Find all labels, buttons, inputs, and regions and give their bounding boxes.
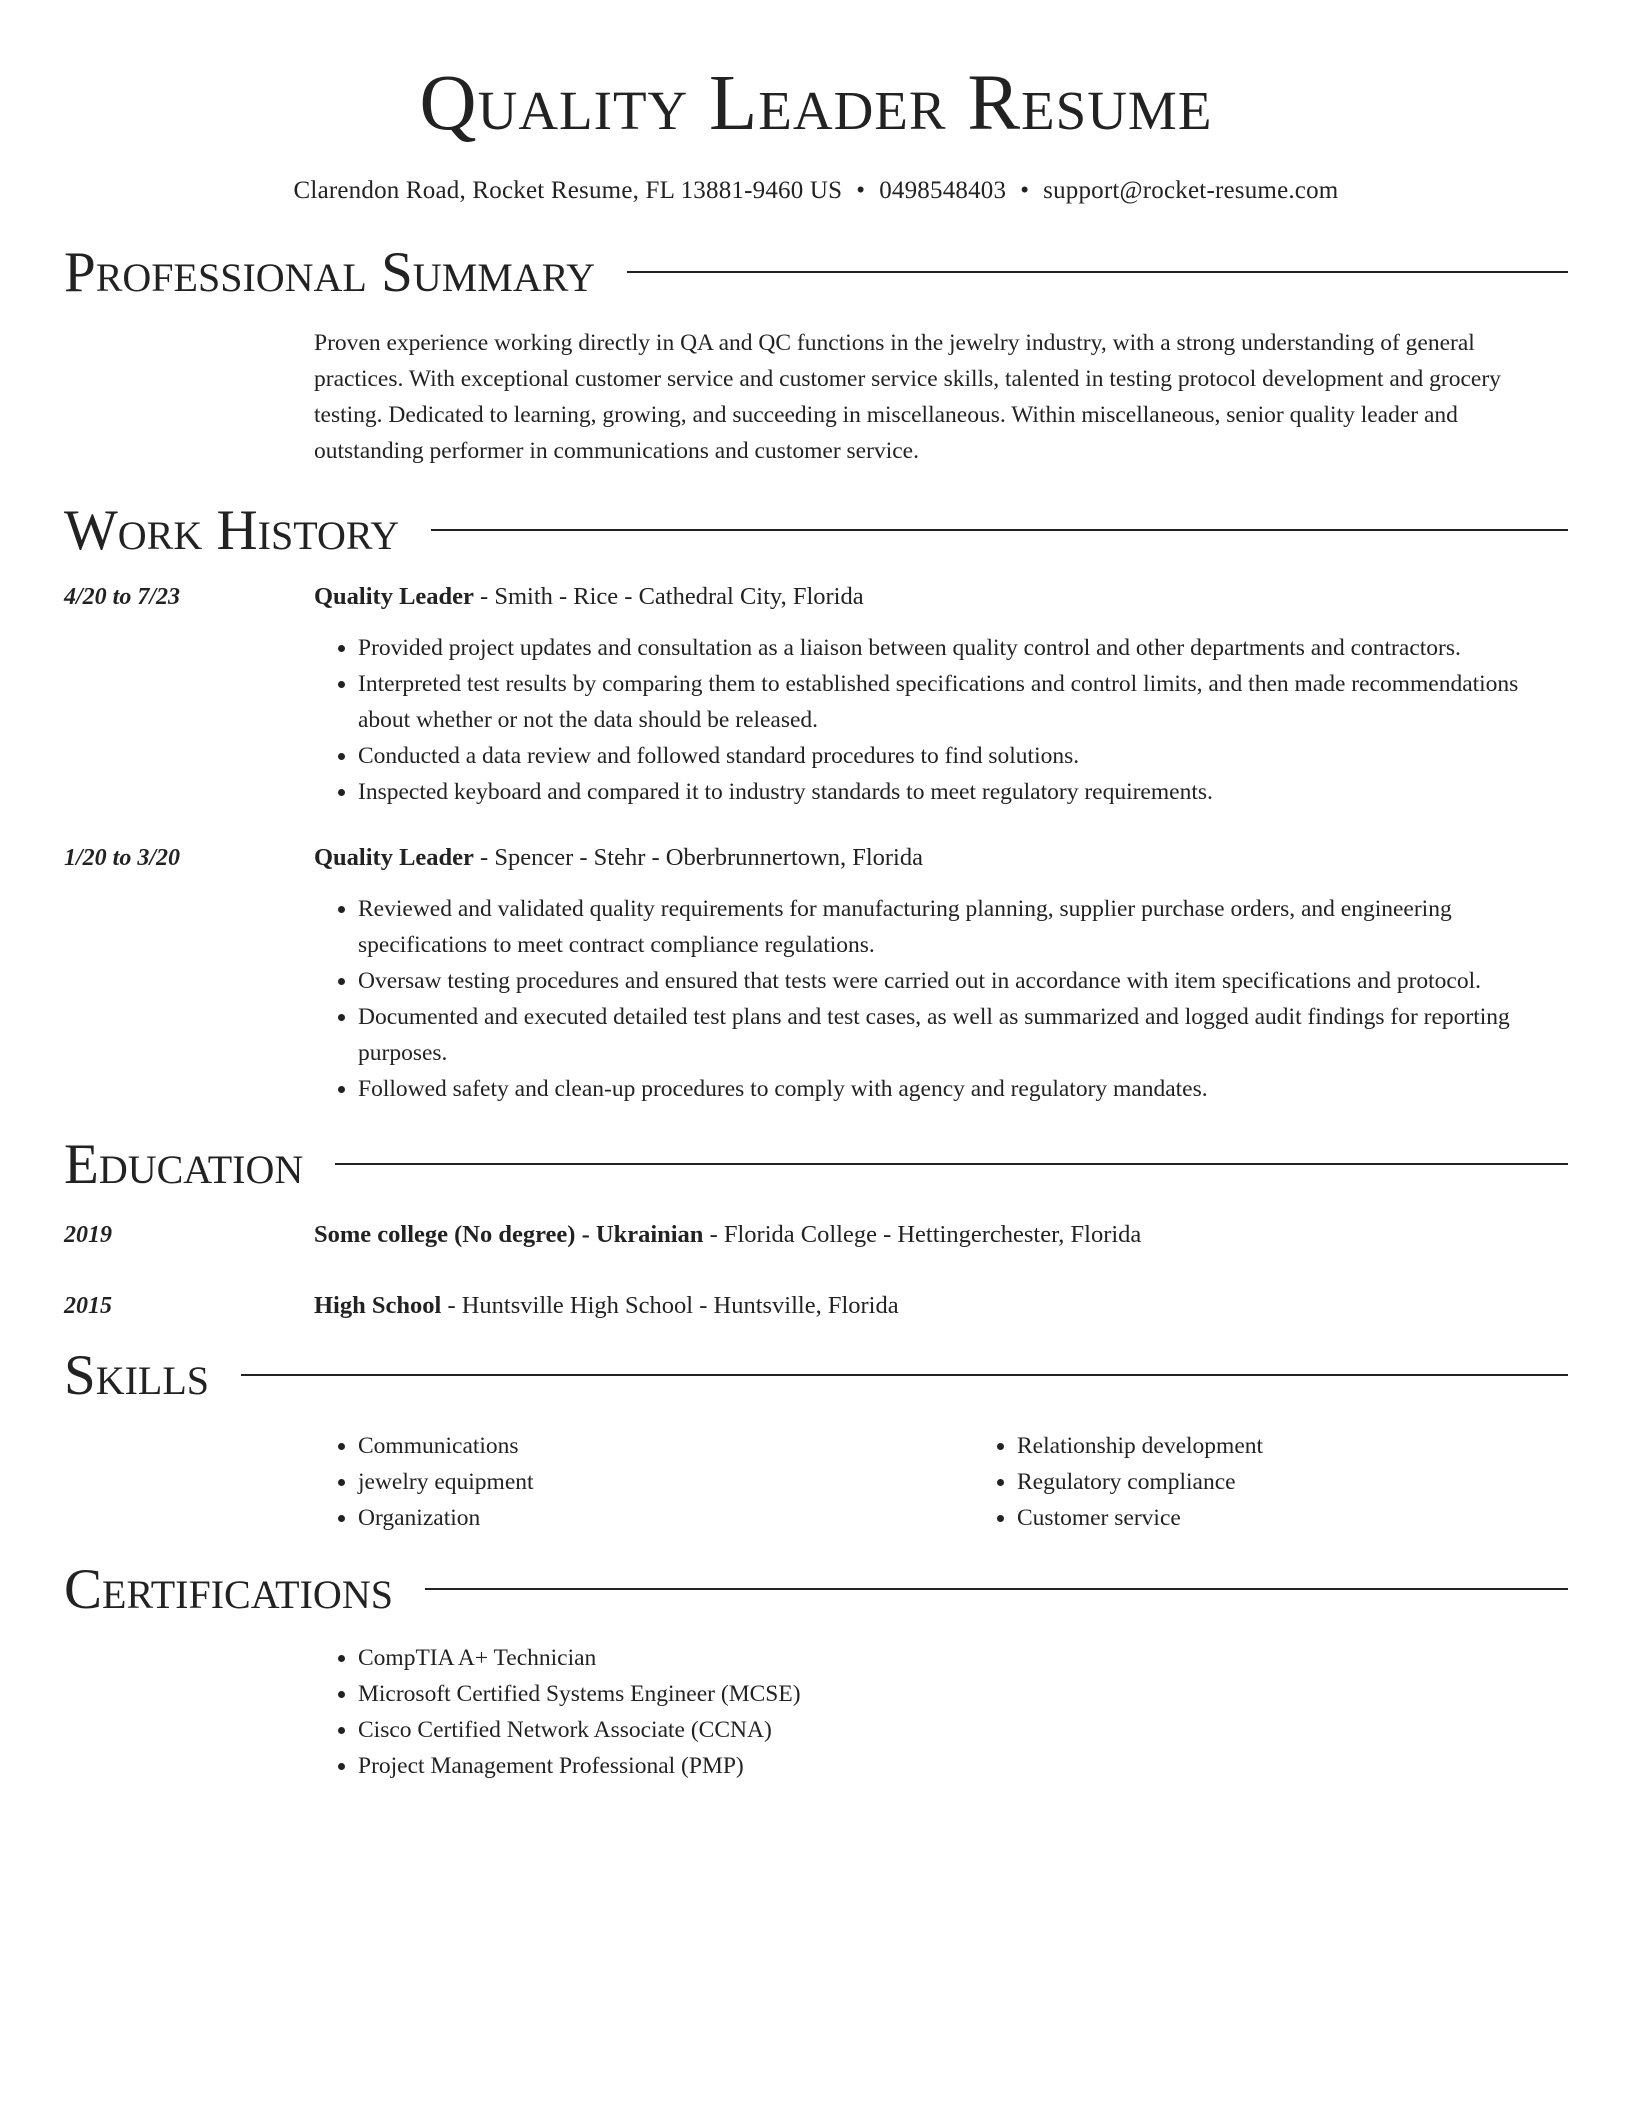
education-details: - Huntsville High School - Huntsville, Florida — [441, 1292, 899, 1319]
education-entry — [64, 1288, 1568, 1324]
skills-section — [64, 1344, 1568, 1536]
education-heading: Education — [64, 1132, 304, 1196]
contact-separator: • — [856, 177, 866, 204]
certifications-section — [64, 1558, 1568, 1784]
job-bullet: • Oversaw testing procedures and ensured that tests were carried out in accordance with item specifications and protocol. — [358, 963, 1568, 999]
skills-heading: Skills — [64, 1343, 210, 1407]
education-details: - Florida College - Hettingerchester, Florida — [703, 1221, 1142, 1248]
skills-header — [64, 1344, 1568, 1406]
summary-heading: Professional Summary — [64, 240, 596, 304]
job-date: 4/20 to 7/23 — [64, 584, 181, 610]
job-bullet: • Inspected keyboard and compared it to industry standards to meet regulatory requirements. — [358, 774, 1568, 810]
skill-item: • jewelry equipment — [358, 1464, 973, 1500]
certification-item: • Microsoft Certified Systems Engineer (MCSE) — [358, 1676, 1568, 1712]
summary-body — [314, 325, 1568, 469]
summary-header — [64, 241, 1568, 303]
job-bullets-container — [314, 630, 1568, 810]
contact-phone: 0498548403 — [879, 177, 1007, 204]
resume-title: Quality Leader Resume — [419, 60, 1213, 147]
job-title: Quality Leader — [314, 583, 474, 610]
skills-list-right — [973, 1428, 1632, 1536]
section-divider — [627, 271, 1568, 273]
contact-line — [64, 177, 1568, 205]
certification-item: • Cisco Certified Network Associate (CCNA) — [358, 1712, 1568, 1748]
contact-email[interactable]: support@rocket-resume.com — [1043, 177, 1339, 204]
job-title: Quality Leader — [314, 844, 474, 871]
summary-section — [64, 241, 1568, 469]
job-bullet: • Conducted a data review and followed standard procedures to find solutions. — [358, 738, 1568, 774]
job-date: 1/20 to 3/20 — [64, 845, 181, 871]
section-divider — [335, 1163, 1568, 1165]
skill-item: • Customer service — [1017, 1500, 1632, 1536]
job-bullet: • Interpreted test results by comparing them to established specifications and control limits, and then made recommendations about whether or not the data should be released. — [358, 666, 1568, 738]
education-header — [64, 1133, 1568, 1195]
summary-text: Proven experience working directly in QA and QC functions in the jewelry industry, with a strong understanding of general practices. With exceptional customer service and customer service skills, talented in testing protocol development and grocery testing. Dedicated to learning, growing, and succeeding in miscellaneous. Within miscellaneous, senior quality leader and outstanding performer in communications and customer service. — [314, 330, 1501, 464]
job-bullet: • Provided project updates and consultation as a liaison between quality control and other departments and contractors. — [358, 630, 1568, 666]
skill-item: • Relationship development — [1017, 1428, 1632, 1464]
education-section — [64, 1133, 1568, 1324]
skills-list-left — [314, 1428, 973, 1536]
job-entry — [64, 579, 1568, 615]
contact-separator: • — [1020, 177, 1030, 204]
job-details: - Spencer - Stehr - Oberbrunnertown, Florida — [473, 844, 923, 871]
job-entry — [64, 840, 1568, 876]
work-history-section — [64, 499, 1568, 1107]
job-bullet: • Documented and executed detailed test plans and test cases, as well as summarized and logged audit findings for reporting purposes. — [358, 999, 1568, 1071]
certification-item: • CompTIA A+ Technician — [358, 1640, 1568, 1676]
education-year: 2019 — [64, 1222, 112, 1248]
work-history-header — [64, 499, 1568, 561]
skill-item: • Regulatory compliance — [1017, 1464, 1632, 1500]
job-bullets — [314, 891, 1568, 1107]
job-heading — [314, 579, 1568, 615]
job-bullet: • Reviewed and validated quality requirements for manufacturing planning, supplier purchase orders, and engineering specifications to meet contract compliance regulations. — [358, 891, 1568, 963]
education-year: 2015 — [64, 1293, 112, 1319]
section-divider — [425, 1588, 1568, 1590]
certifications-body — [314, 1640, 1568, 1784]
skill-item: • Organization — [358, 1500, 973, 1536]
education-degree: Some college (No degree) - Ukrainian — [314, 1221, 704, 1248]
contact-address: Clarendon Road, Rocket Resume, FL 13881-9460 US — [293, 177, 843, 204]
certification-item: • Project Management Professional (PMP) — [358, 1748, 1568, 1784]
certifications-list — [314, 1640, 1568, 1784]
job-bullets — [314, 630, 1568, 810]
education-degree: High School — [314, 1292, 442, 1319]
certifications-header — [64, 1558, 1568, 1620]
job-heading — [314, 840, 1568, 876]
skill-item: • Communications — [358, 1428, 973, 1464]
certifications-heading: Certifications — [64, 1557, 393, 1621]
education-heading-line — [314, 1288, 1568, 1324]
job-bullet: • Followed safety and clean-up procedures to comply with agency and regulatory mandates. — [358, 1071, 1568, 1107]
job-bullets-container — [314, 891, 1568, 1107]
section-divider — [241, 1374, 1568, 1376]
education-entry — [64, 1217, 1568, 1253]
education-heading-line — [314, 1217, 1568, 1253]
skills-grid — [314, 1428, 1568, 1536]
job-details: - Smith - Rice - Cathedral City, Florida — [473, 583, 864, 610]
work-history-heading: Work History — [64, 498, 400, 562]
section-divider — [431, 529, 1568, 531]
